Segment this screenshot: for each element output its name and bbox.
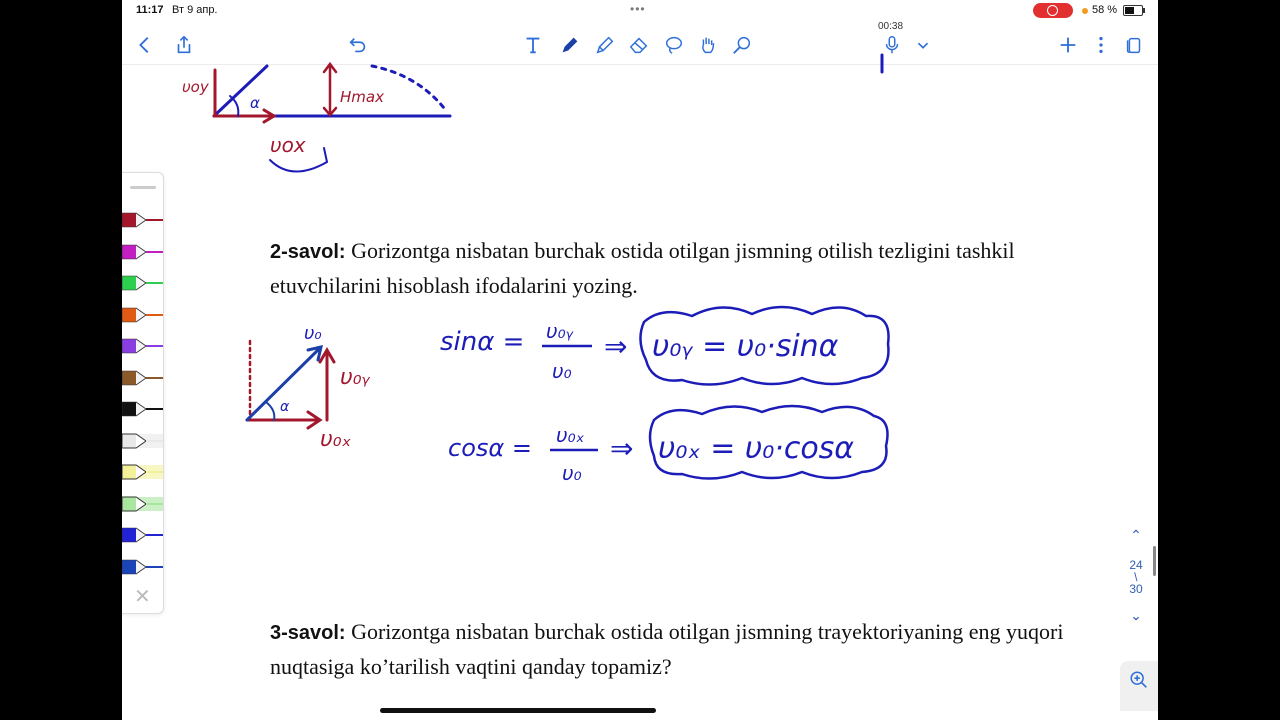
zoom-button[interactable] bbox=[1120, 661, 1158, 711]
status-date: Вт 9 апр. bbox=[172, 4, 218, 16]
pen-color-swatch[interactable] bbox=[122, 241, 163, 263]
question-2-label: 2-savol: bbox=[270, 241, 346, 263]
pen-color-palette bbox=[122, 172, 164, 614]
svg-text:υ₀ₓ: υ₀ₓ bbox=[320, 427, 352, 452]
scrollbar[interactable] bbox=[1153, 546, 1156, 576]
pen-color-swatch[interactable] bbox=[122, 304, 163, 326]
home-indicator[interactable] bbox=[380, 708, 656, 713]
question-3-text: Gorizontga nisbatan burchak ostida otilgan jismning trayektoriyaning eng yuqori nuqtasiga ko’tarilish vaqtini qanday topamiz? bbox=[270, 619, 1064, 679]
pen-color-swatch[interactable] bbox=[122, 335, 163, 357]
handwriting-layer bbox=[122, 0, 1158, 720]
palette-grip[interactable] bbox=[130, 186, 156, 189]
question-3-label: 3-savol: bbox=[270, 622, 346, 644]
pen-color-swatch[interactable] bbox=[122, 272, 163, 294]
ink-label-hmax: Hmax bbox=[340, 88, 384, 106]
multitask-dots-icon[interactable]: ••• bbox=[630, 2, 646, 16]
ink-label-voy-top: υoy bbox=[182, 78, 209, 96]
svg-text:cosα =: cosα = bbox=[448, 434, 532, 462]
close-palette-icon[interactable]: ✕ bbox=[134, 586, 151, 608]
current-page: 24 bbox=[1129, 558, 1143, 572]
recording-timer: 00:38 bbox=[878, 21, 904, 32]
pen-color-swatch[interactable] bbox=[122, 209, 163, 231]
pen-color-swatch[interactable] bbox=[122, 556, 163, 578]
svg-text:υ₀ᵧ = υ₀·sinα: υ₀ᵧ = υ₀·sinα bbox=[652, 329, 839, 364]
page-navigator: ⌃ 24 / 30 ⌃ bbox=[1120, 527, 1152, 623]
svg-text:⇒: ⇒ bbox=[604, 330, 628, 363]
pen-color-swatch[interactable] bbox=[122, 493, 163, 515]
battery-percent: 58 % bbox=[1092, 4, 1118, 16]
svg-text:α: α bbox=[280, 399, 290, 415]
svg-text:⇒: ⇒ bbox=[610, 432, 634, 465]
svg-text:υ₀: υ₀ bbox=[562, 461, 582, 485]
svg-text:υ₀ₓ = υ₀·cosα: υ₀ₓ = υ₀·cosα bbox=[658, 431, 855, 466]
pen-color-swatch[interactable] bbox=[122, 461, 163, 483]
pen-color-swatch[interactable] bbox=[122, 367, 163, 389]
page-up-icon[interactable]: ⌃ bbox=[1130, 527, 1142, 543]
top-trajectory-sketch bbox=[214, 55, 882, 172]
svg-text:υ₀ₓ: υ₀ₓ bbox=[556, 423, 585, 447]
ink-label-alpha-top: α bbox=[250, 94, 260, 112]
zoom-in-icon bbox=[1128, 669, 1150, 691]
question-2-text: Gorizontga nisbatan burchak ostida otilgan jismning otilish tezligini tashkil etuvchilarini hisoblash ifodalarini yozing. bbox=[270, 238, 1015, 298]
svg-text:υ₀ᵧ: υ₀ᵧ bbox=[340, 365, 370, 390]
ink-label-vox-top: υox bbox=[270, 133, 306, 157]
svg-text:sinα =: sinα = bbox=[440, 327, 525, 357]
total-pages: 30 bbox=[1129, 582, 1143, 596]
velocity-decomposition-sketch bbox=[247, 341, 334, 428]
pen-color-swatch[interactable] bbox=[122, 398, 163, 420]
pen-color-swatch[interactable] bbox=[122, 430, 163, 452]
pen-color-swatch[interactable] bbox=[122, 524, 163, 546]
svg-text:υ₀: υ₀ bbox=[552, 359, 572, 383]
svg-text:υ₀: υ₀ bbox=[304, 323, 322, 344]
ipad-screen bbox=[122, 0, 1158, 720]
status-time: 11:17 bbox=[136, 4, 164, 16]
page-down-icon[interactable]: ⌃ bbox=[1130, 607, 1142, 623]
svg-text:υ₀ᵧ: υ₀ᵧ bbox=[546, 319, 574, 343]
